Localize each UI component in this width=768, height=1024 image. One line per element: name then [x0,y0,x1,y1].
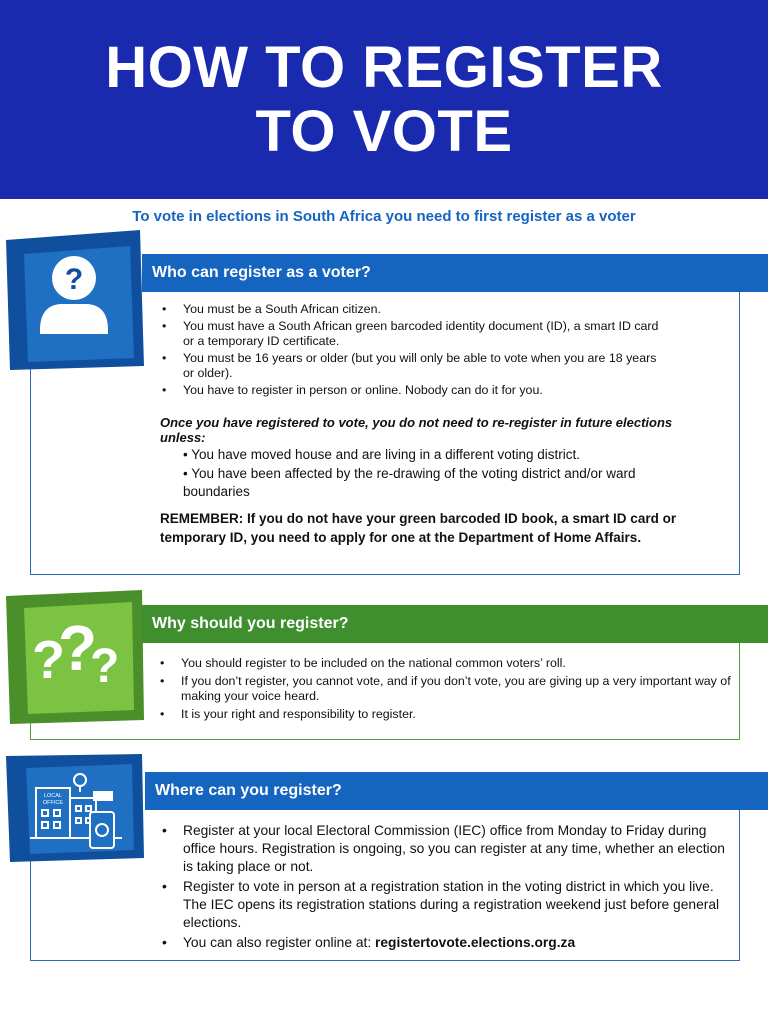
who-bullet-list [160,302,660,400]
list-item: • You should register to be included on the national common voters’ roll. [158,656,743,672]
page-title [0,36,768,164]
online-prefix: You can also register online at: [183,935,376,950]
re-register-note: Once you have registered to vote, you do not need to re-register in future elections unless: [160,415,673,445]
local-office-label-1: LOCAL [43,793,63,799]
who-heading [142,254,768,292]
where-bullet-list [160,822,725,954]
why-bullet-list [158,656,743,724]
condition-item: • You have moved house and are living in a different voting district. [183,447,580,462]
svg-text:?: ? [32,630,65,690]
condition-item: • You have been affected by the re-drawing of the voting district and/or ward boundaries [183,466,636,499]
why-icon-tile [2,588,150,728]
why-heading [142,605,768,643]
where-heading [145,772,768,810]
svg-text:?: ? [64,263,84,296]
who-icon-tile [2,228,150,376]
list-item: • Register to vote in person at a registration station in the voting district in which you live. The IEC opens its registration stations during a registration weekend just before general elections. [160,878,725,932]
list-item [160,934,725,952]
where-icon-tile [2,752,150,864]
subtitle: To vote in elections in South Africa you need to first register as a voter [132,208,636,225]
list-item: • Register at your local Electoral Commission (IEC) office from Monday to Friday during office hours. Registration is ongoing, so you can register at any time, whether an election is taking place or not. [160,822,725,876]
list-item: • It is your right and responsibility to register. [158,707,743,723]
local-office-label-2: OFFICE [42,800,64,806]
list-item: • You have to register in person or online. Nobody can do it for you. [160,383,660,398]
title-banner [0,0,768,199]
svg-text:?: ? [90,640,120,693]
list-item: • You must be 16 years or older (but you will only be able to vote when you are 18 years or older). [160,351,660,381]
list-item: • You must have a South African green barcoded identity document (ID), a smart ID card or a temporary ID certificate. [160,319,660,349]
list-item: • If you don’t register, you cannot vote, and if you don’t vote, you are giving up a very important way of making your voice heard. [158,674,743,705]
who-heading-text: Who can register as a voter? [152,264,371,281]
page-title-line-1: HOW TO REGISTER [105,35,663,100]
where-heading-text: Where can you register? [155,782,342,799]
list-item: • You must be a South African citizen. [160,302,660,317]
svg-text:?: ? [58,612,98,684]
remember-note: REMEMBER: If you do not have your green barcoded ID book, a smart ID card or temporary ID, you need to apply for one at the Department of Home Affairs. [160,511,677,545]
why-heading-text: Why should you register? [152,615,349,632]
page-title-line-2: TO VOTE [255,99,513,164]
online-registration-link[interactable]: registertovote.elections.org.za [375,935,576,950]
